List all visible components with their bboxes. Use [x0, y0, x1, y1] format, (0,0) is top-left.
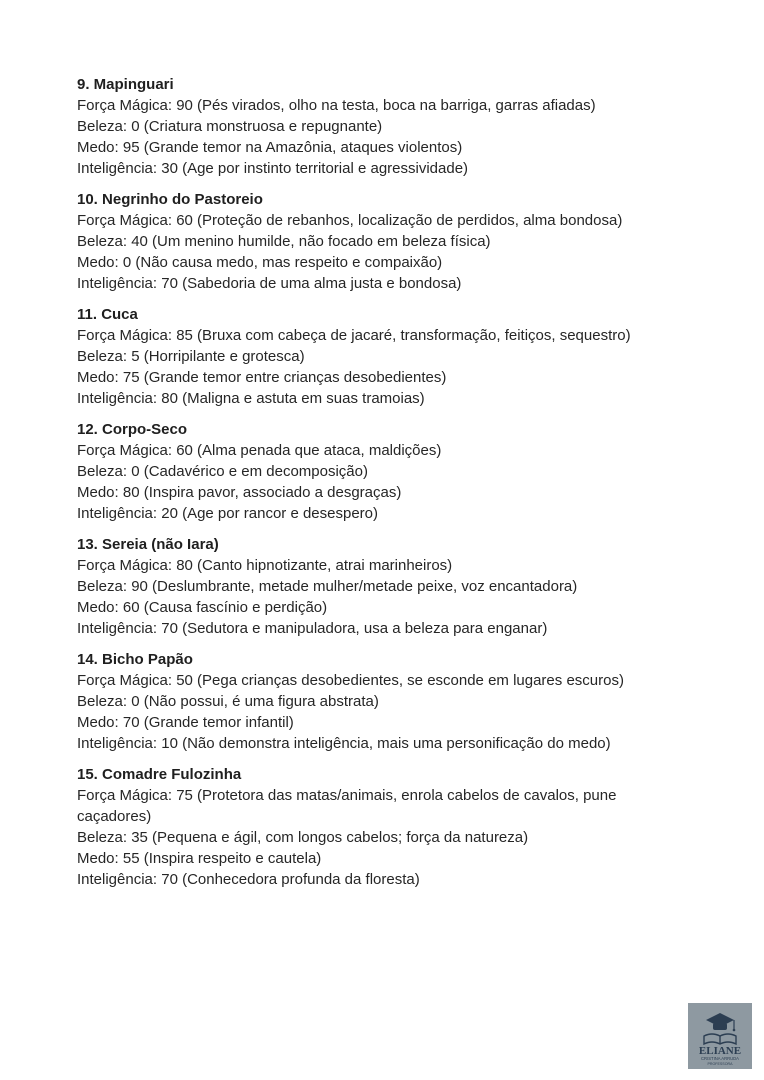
entry-negrinho-do-pastoreio	[77, 189, 707, 294]
attribute-medo: Medo: 60 (Causa fascínio e perdição)	[77, 599, 328, 616]
attribute-forca-magica: Força Mágica: 80 (Canto hipnotizante, atrai marinheiros)	[77, 557, 453, 574]
attribute-beleza: Beleza: 0 (Não possui, é uma figura abstrata)	[77, 693, 379, 710]
document-body	[77, 74, 707, 900]
entry-title: 11. Cuca	[77, 306, 138, 323]
logo-tagline: PROFESSORA	[707, 1062, 733, 1066]
attribute-forca-magica: Força Mágica: 50 (Pega crianças desobedientes, se esconde em lugares escuros)	[77, 672, 624, 689]
attribute-inteligencia: Inteligência: 30 (Age por instinto territorial e agressividade)	[77, 160, 469, 177]
entry-title: 10. Negrinho do Pastoreio	[77, 191, 263, 208]
graduation-cap-icon	[706, 1013, 735, 1031]
attribute-medo: Medo: 70 (Grande temor infantil)	[77, 714, 294, 731]
attribute-forca-magica: Força Mágica: 75 (Protetora das matas/animais, enrola cabelos de cavalos, pune	[77, 787, 617, 804]
attribute-inteligencia: Inteligência: 80 (Maligna e astuta em suas tramoias)	[77, 390, 425, 407]
attribute-forca-magica: Força Mágica: 90 (Pés virados, olho na testa, boca na barriga, garras afiadas)	[77, 97, 596, 114]
attribute-forca-magica: Força Mágica: 60 (Alma penada que ataca, maldições)	[77, 442, 442, 459]
attribute-medo: Medo: 0 (Não causa medo, mas respeito e compaixão)	[77, 254, 443, 271]
attribute-inteligencia: Inteligência: 70 (Sedutora e manipuladora, usa a beleza para enganar)	[77, 620, 548, 637]
attribute-forca-magica-continued: caçadores)	[77, 808, 152, 825]
entry-corpo-seco	[77, 419, 707, 524]
attribute-beleza: Beleza: 5 (Horripilante e grotesca)	[77, 348, 305, 365]
open-book-icon	[704, 1034, 736, 1044]
entry-title: 14. Bicho Papão	[77, 651, 193, 668]
attribute-beleza: Beleza: 0 (Criatura monstruosa e repugnante)	[77, 118, 383, 135]
entry-comadre-fulozinha	[77, 764, 707, 890]
attribute-medo: Medo: 55 (Inspira respeito e cautela)	[77, 850, 322, 867]
logo-graphic	[688, 1003, 752, 1069]
attribute-inteligencia: Inteligência: 70 (Sabedoria de uma alma justa e bondosa)	[77, 275, 462, 292]
entry-cuca	[77, 304, 707, 409]
entry-title: 13. Sereia (não Iara)	[77, 536, 219, 553]
entry-mapinguari	[77, 74, 707, 179]
attribute-beleza: Beleza: 40 (Um menino humilde, não focado em beleza física)	[77, 233, 491, 250]
logo-subtitle: CRISTINA ARRUDA	[701, 1056, 739, 1061]
entry-title: 9. Mapinguari	[77, 76, 174, 93]
attribute-inteligencia: Inteligência: 10 (Não demonstra inteligência, mais uma personificação do medo)	[77, 735, 611, 752]
entry-sereia	[77, 534, 707, 639]
entry-title: 15. Comadre Fulozinha	[77, 766, 242, 783]
author-logo	[688, 1003, 752, 1069]
attribute-beleza: Beleza: 0 (Cadavérico e em decomposição)	[77, 463, 368, 480]
attribute-medo: Medo: 95 (Grande temor na Amazônia, ataques violentos)	[77, 139, 463, 156]
entry-title: 12. Corpo-Seco	[77, 421, 188, 438]
attribute-forca-magica: Força Mágica: 85 (Bruxa com cabeça de jacaré, transformação, feitiços, sequestro)	[77, 327, 631, 344]
attribute-inteligencia: Inteligência: 70 (Conhecedora profunda da floresta)	[77, 871, 420, 888]
attribute-medo: Medo: 75 (Grande temor entre crianças desobedientes)	[77, 369, 447, 386]
attribute-medo: Medo: 80 (Inspira pavor, associado a desgraças)	[77, 484, 402, 501]
attribute-beleza: Beleza: 90 (Deslumbrante, metade mulher/metade peixe, voz encantadora)	[77, 578, 578, 595]
attribute-beleza: Beleza: 35 (Pequena e ágil, com longos cabelos; força da natureza)	[77, 829, 529, 846]
attribute-inteligencia: Inteligência: 20 (Age por rancor e desespero)	[77, 505, 379, 522]
attribute-forca-magica: Força Mágica: 60 (Proteção de rebanhos, localização de perdidos, alma bondosa)	[77, 212, 623, 229]
entry-bicho-papao	[77, 649, 707, 754]
logo-name: ELIANE	[698, 1045, 742, 1057]
